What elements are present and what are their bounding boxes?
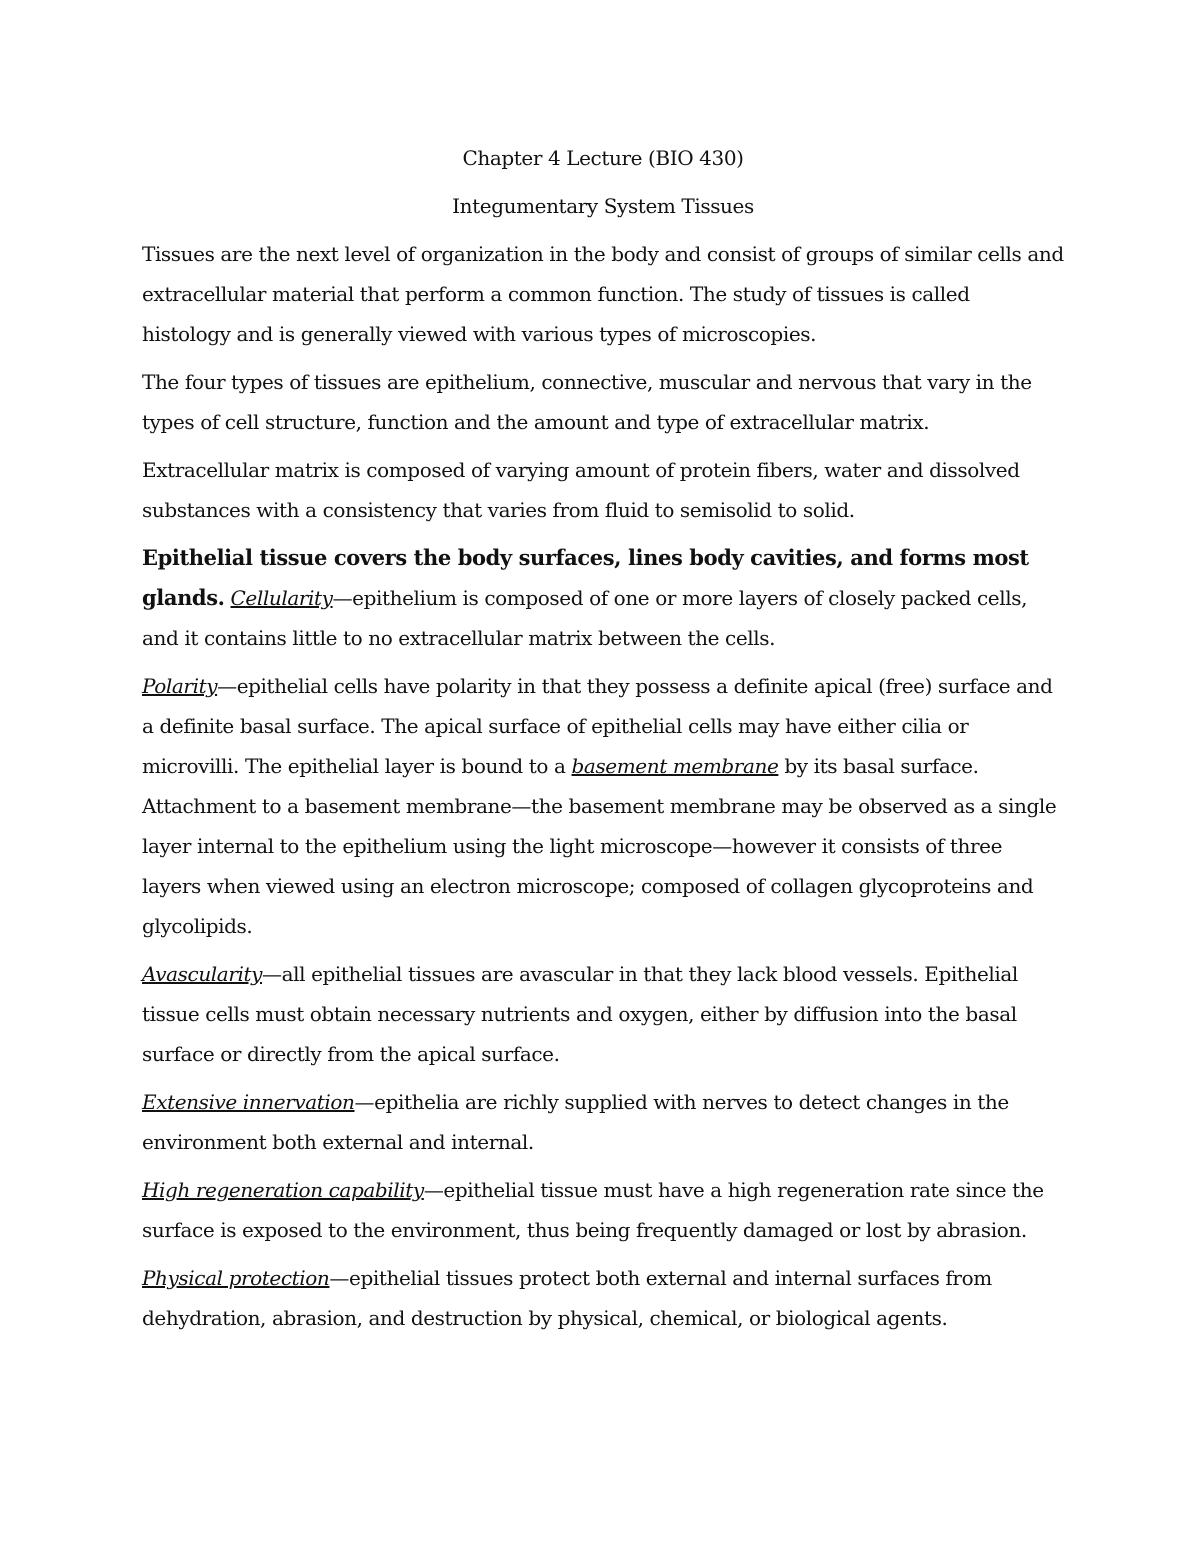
term-polarity: Polarity [142, 674, 218, 698]
innervation-text: —epithelia are richly supplied with nerves to detect changes in the environment both external and internal. [142, 1090, 1009, 1154]
paragraph-regeneration [142, 1170, 1064, 1250]
document-page [142, 138, 1064, 1346]
term-extensive-innervation: Extensive innervation [142, 1090, 355, 1114]
polarity-text-1: —epithelial cells have polarity in that they possess a definite apical (free) surface and a definite basal surface. The apical surface of epithelial cells may have either cilia or microvilli. The epithelial layer is bound to a [142, 674, 1053, 778]
polarity-text-2: by its basal surface. Attachment to a basement membrane—the basement membrane may be observed as a single layer internal to the epithelium using the light microscope—however it consists of three layers when viewed using an electron microscope; composed of collagen glycoproteins and glycolipids. [142, 754, 1057, 938]
paragraph-extracellular-matrix: Extracellular matrix is composed of varying amount of protein fibers, water and dissolved substances with a consistency that varies from fluid to semisolid to solid. [142, 458, 1020, 522]
term-avascularity: Avascularity [142, 962, 263, 986]
term-cellularity: Cellularity [230, 586, 333, 610]
paragraph-avascularity [142, 954, 1064, 1074]
paragraph-polarity [142, 666, 1064, 946]
term-basement-membrane: basement membrane [571, 754, 779, 778]
paragraph-innervation [142, 1082, 1064, 1162]
term-high-regeneration: High regeneration capability [142, 1178, 424, 1202]
regeneration-text: —epithelial tissue must have a high regeneration rate since the surface is exposed to the environment, thus being frequently damaged or lost by abrasion. [142, 1178, 1044, 1242]
document-title: Chapter 4 Lecture (BIO 430) [462, 146, 744, 170]
document-subtitle: Integumentary System Tissues [452, 194, 754, 218]
protection-text: —epithelial tissues protect both external and internal surfaces from dehydration, abrasion, and destruction by physical, chemical, or biological agents. [142, 1266, 992, 1330]
paragraph-four-types: The four types of tissues are epithelium, connective, muscular and nervous that vary in the types of cell structure, function and the amount and type of extracellular matrix. [142, 370, 1032, 434]
paragraph-tissues-intro: Tissues are the next level of organization in the body and consist of groups of similar cells and extracellular material that perform a common function. The study of tissues is called histology and is generally viewed with various types of microscopies. [142, 242, 1064, 346]
cellularity-text: —epithelium is composed of one or more layers of closely packed cells, and it contains little to no extracellular matrix between the cells. [142, 586, 1028, 650]
paragraph-epithelial-cellularity [142, 538, 1064, 658]
epithelial-heading: Epithelial tissue covers the body surfaces, lines body cavities, and forms most glands. [142, 545, 1029, 610]
term-physical-protection: Physical protection [142, 1266, 330, 1290]
avascularity-text: —all epithelial tissues are avascular in that they lack blood vessels. Epithelial tissue cells must obtain necessary nutrients and oxygen, either by diffusion into the basal surface or directly from the apical surface. [142, 962, 1018, 1066]
paragraph-protection [142, 1258, 1064, 1338]
